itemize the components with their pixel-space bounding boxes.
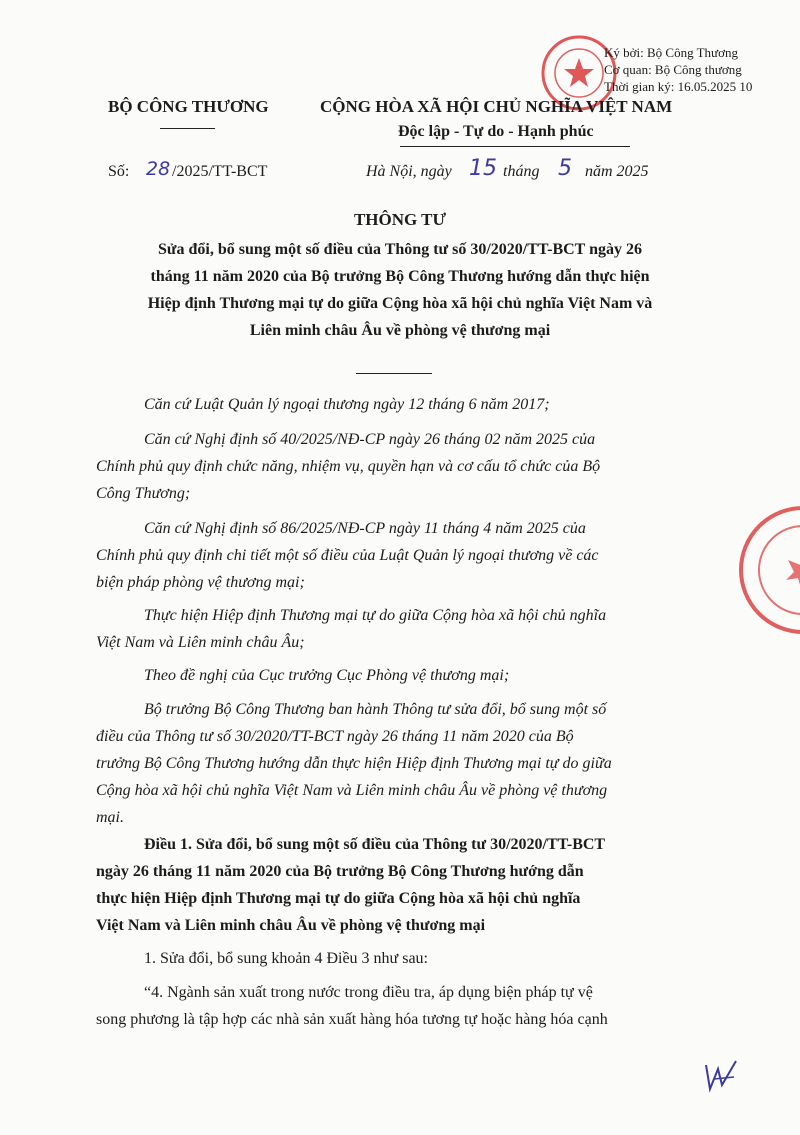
subject-line: Hiệp định Thương mại tự do giữa Cộng hòa xã hội chủ nghĩa Việt Nam và: [147, 295, 653, 312]
signature-time: Thời gian ký: 16.05.2025 10: [604, 79, 753, 94]
side-seal-icon: [728, 500, 800, 640]
doc-number-handwritten: 28: [146, 158, 171, 180]
digital-signature-info: [604, 44, 752, 95]
preamble-line: Căn cứ Nghị định số 86/2025/NĐ-CP ngày 11 tháng 4 năm 2025 của: [144, 520, 586, 537]
date-day-handwritten: 15: [469, 156, 497, 181]
subject-line: Liên minh châu Âu về phòng vệ thương mại: [249, 322, 551, 339]
preamble-line: mại.: [96, 809, 124, 826]
preamble-line: Việt Nam và Liên minh châu Âu;: [96, 634, 305, 651]
preamble-line: Chính phủ quy định chi tiết một số điều của Luật Quản lý ngoại thương về các: [96, 547, 599, 564]
body-line: “4. Ngành sản xuất trong nước trong điều tra, áp dụng biện pháp tự vệ: [144, 984, 593, 1001]
date-month-label: tháng: [503, 163, 540, 180]
preamble-line: trưởng Bộ Công Thương hướng dẫn thực hiện Hiệp định Thương mại tự do giữa: [96, 755, 612, 772]
article-heading-line: ngày 26 tháng 11 năm 2020 của Bộ trưởng Bộ Công Thương hướng dẫn: [96, 863, 584, 880]
preamble-line: Cộng hòa xã hội chủ nghĩa Việt Nam và Liên minh châu Âu về phòng vệ thương: [96, 782, 608, 799]
article-heading-line: Điều 1. Sửa đổi, bổ sung một số điều của Thông tư 30/2020/TT-BCT: [144, 836, 606, 853]
nation-name: CỘNG HÒA XÃ HỘI CHỦ NGHĨA VIỆT NAM: [320, 97, 673, 116]
national-motto: Độc lập - Tự do - Hạnh phúc: [398, 123, 594, 140]
preamble-line: Bộ trưởng Bộ Công Thương ban hành Thông tư sửa đổi, bổ sung một số: [144, 701, 607, 718]
preamble-line: Chính phủ quy định chức năng, nhiệm vụ, quyền hạn và cơ cấu tổ chức của Bộ: [96, 458, 601, 475]
subject-line: Sửa đổi, bổ sung một số điều của Thông tư số 30/2020/TT-BCT ngày 26: [158, 241, 642, 258]
initial-mark-icon: [700, 1055, 744, 1099]
signature-signer: Ký bởi: Bộ Công Thương: [604, 45, 738, 60]
document-type: THÔNG TƯ: [353, 210, 447, 229]
doc-number-suffix: /2025/TT-BCT: [172, 163, 268, 180]
article-heading-line: Việt Nam và Liên minh châu Âu về phòng vệ thương mại: [96, 917, 486, 934]
preamble-line: điều của Thông tư số 30/2020/TT-BCT ngày 26 tháng 11 năm 2020 của Bộ: [96, 728, 574, 745]
subject-line: tháng 11 năm 2020 của Bộ trưởng Bộ Công Thương hướng dẫn thực hiện: [150, 268, 650, 285]
subject-divider: [356, 373, 432, 374]
body-line: 1. Sửa đổi, bổ sung khoản 4 Điều 3 như sau:: [144, 950, 428, 967]
preamble-line: biện pháp phòng vệ thương mại;: [96, 574, 305, 591]
preamble-line: Thực hiện Hiệp định Thương mại tự do giữa Cộng hòa xã hội chủ nghĩa: [144, 607, 607, 624]
preamble-line: Căn cứ Luật Quản lý ngoại thương ngày 12 tháng 6 năm 2017;: [144, 396, 550, 413]
org-underline: [160, 128, 215, 129]
date-year: năm 2025: [585, 163, 649, 180]
doc-number-label: Số:: [108, 163, 130, 180]
signature-agency: Cơ quan: Bộ Công thương: [604, 62, 742, 77]
date-month-handwritten: 5: [558, 156, 572, 181]
issuing-org: BỘ CÔNG THƯƠNG: [108, 97, 269, 116]
article-heading-line: thực hiện Hiệp định Thương mại tự do giữa Cộng hòa xã hội chủ nghĩa: [96, 890, 581, 907]
place-date: Hà Nội, ngày: [366, 163, 452, 180]
preamble-line: Công Thương;: [96, 485, 191, 502]
motto-underline: [400, 146, 630, 147]
preamble-line: Theo đề nghị của Cục trưởng Cục Phòng vệ thương mại;: [144, 667, 510, 684]
body-line: song phương là tập hợp các nhà sản xuất hàng hóa tương tự hoặc hàng hóa cạnh: [96, 1011, 608, 1028]
preamble-line: Căn cứ Nghị định số 40/2025/NĐ-CP ngày 26 tháng 02 năm 2025 của: [144, 431, 596, 448]
